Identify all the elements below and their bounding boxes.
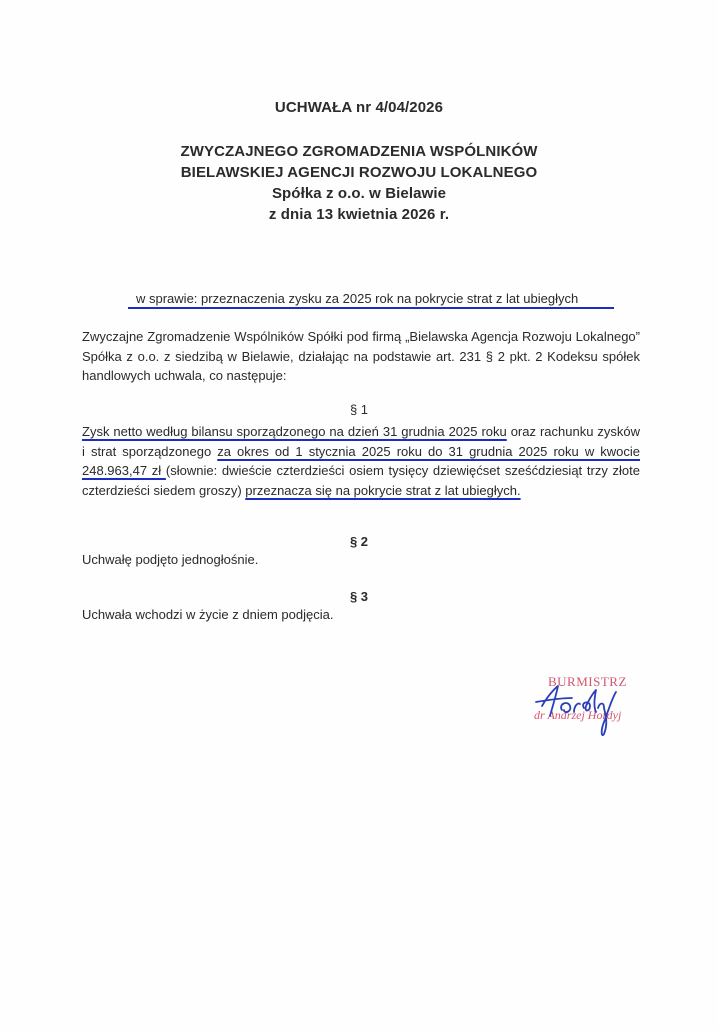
section-2-number: § 2 (349, 534, 369, 549)
section-1-segment-period-amount: za okres od 1 stycznia 2025 roku do 31 grudnia 2025 roku w kwocie 248.963,47 zł (82, 443, 641, 478)
section-3-number: § 3 (349, 589, 369, 604)
section-1-text (82, 422, 640, 500)
assembly-name-line1: ZWYCZAJNEGO ZGROMADZENIA WSPÓLNIKÓW (180, 143, 538, 160)
section-1-segment-plain-1: oraz rachunku zysków i strat sporządzonego (82, 424, 640, 459)
stamp-name: dr Andrzej Hordyj (534, 708, 622, 722)
section-1-segment-in-words: (słownie: dwieście czterdzieści osiem tysięcy dziewięćset sześćdziesiąt trzy złote czterdzieści siedem groszy) (82, 463, 640, 498)
section-3-text: Uchwała wchodzi w życie z dniem podjęcia. (82, 607, 334, 622)
section-1-number: § 1 (349, 402, 369, 417)
section-2-text: Uchwałę podjęto jednogłośnie. (82, 552, 259, 567)
mayor-stamp (528, 672, 648, 738)
intro-paragraph: Zwyczajne Zgromadzenie Wspólników Spółki pod firmą „Bielawska Agencja Rozwoju Lokalnego” Spółka z o.o. z siedzibą w Bielawie, działając na podstawie art. 231 § 2 pkt. 2 Kodeksu spółek handlowych uchwala, co następuje: (82, 329, 640, 383)
resolution-subject: w sprawie: przeznaczenia zysku za 2025 rok na pokrycie strat z lat ubiegłych (128, 291, 614, 309)
resolution-date: z dnia 13 kwietnia 2026 r. (268, 206, 450, 223)
assembly-name-line2: BIELAWSKIEJ AGENCJI ROZWOJU LOKALNEGO (180, 164, 538, 181)
resolution-title: UCHWAŁA nr 4/04/2026 (274, 99, 444, 116)
section-1-segment-allocation: przeznacza się na pokrycie strat z lat ubiegłych. (245, 482, 521, 498)
handwritten-signature-icon (528, 672, 648, 738)
section-1-segment-balance: Zysk netto według bilansu sporządzonego na dzień 31 grudnia 2025 roku (82, 424, 507, 439)
stamp-title: BURMISTRZ (548, 674, 627, 689)
company-name: Spółka z o.o. w Bielawie (271, 185, 447, 202)
